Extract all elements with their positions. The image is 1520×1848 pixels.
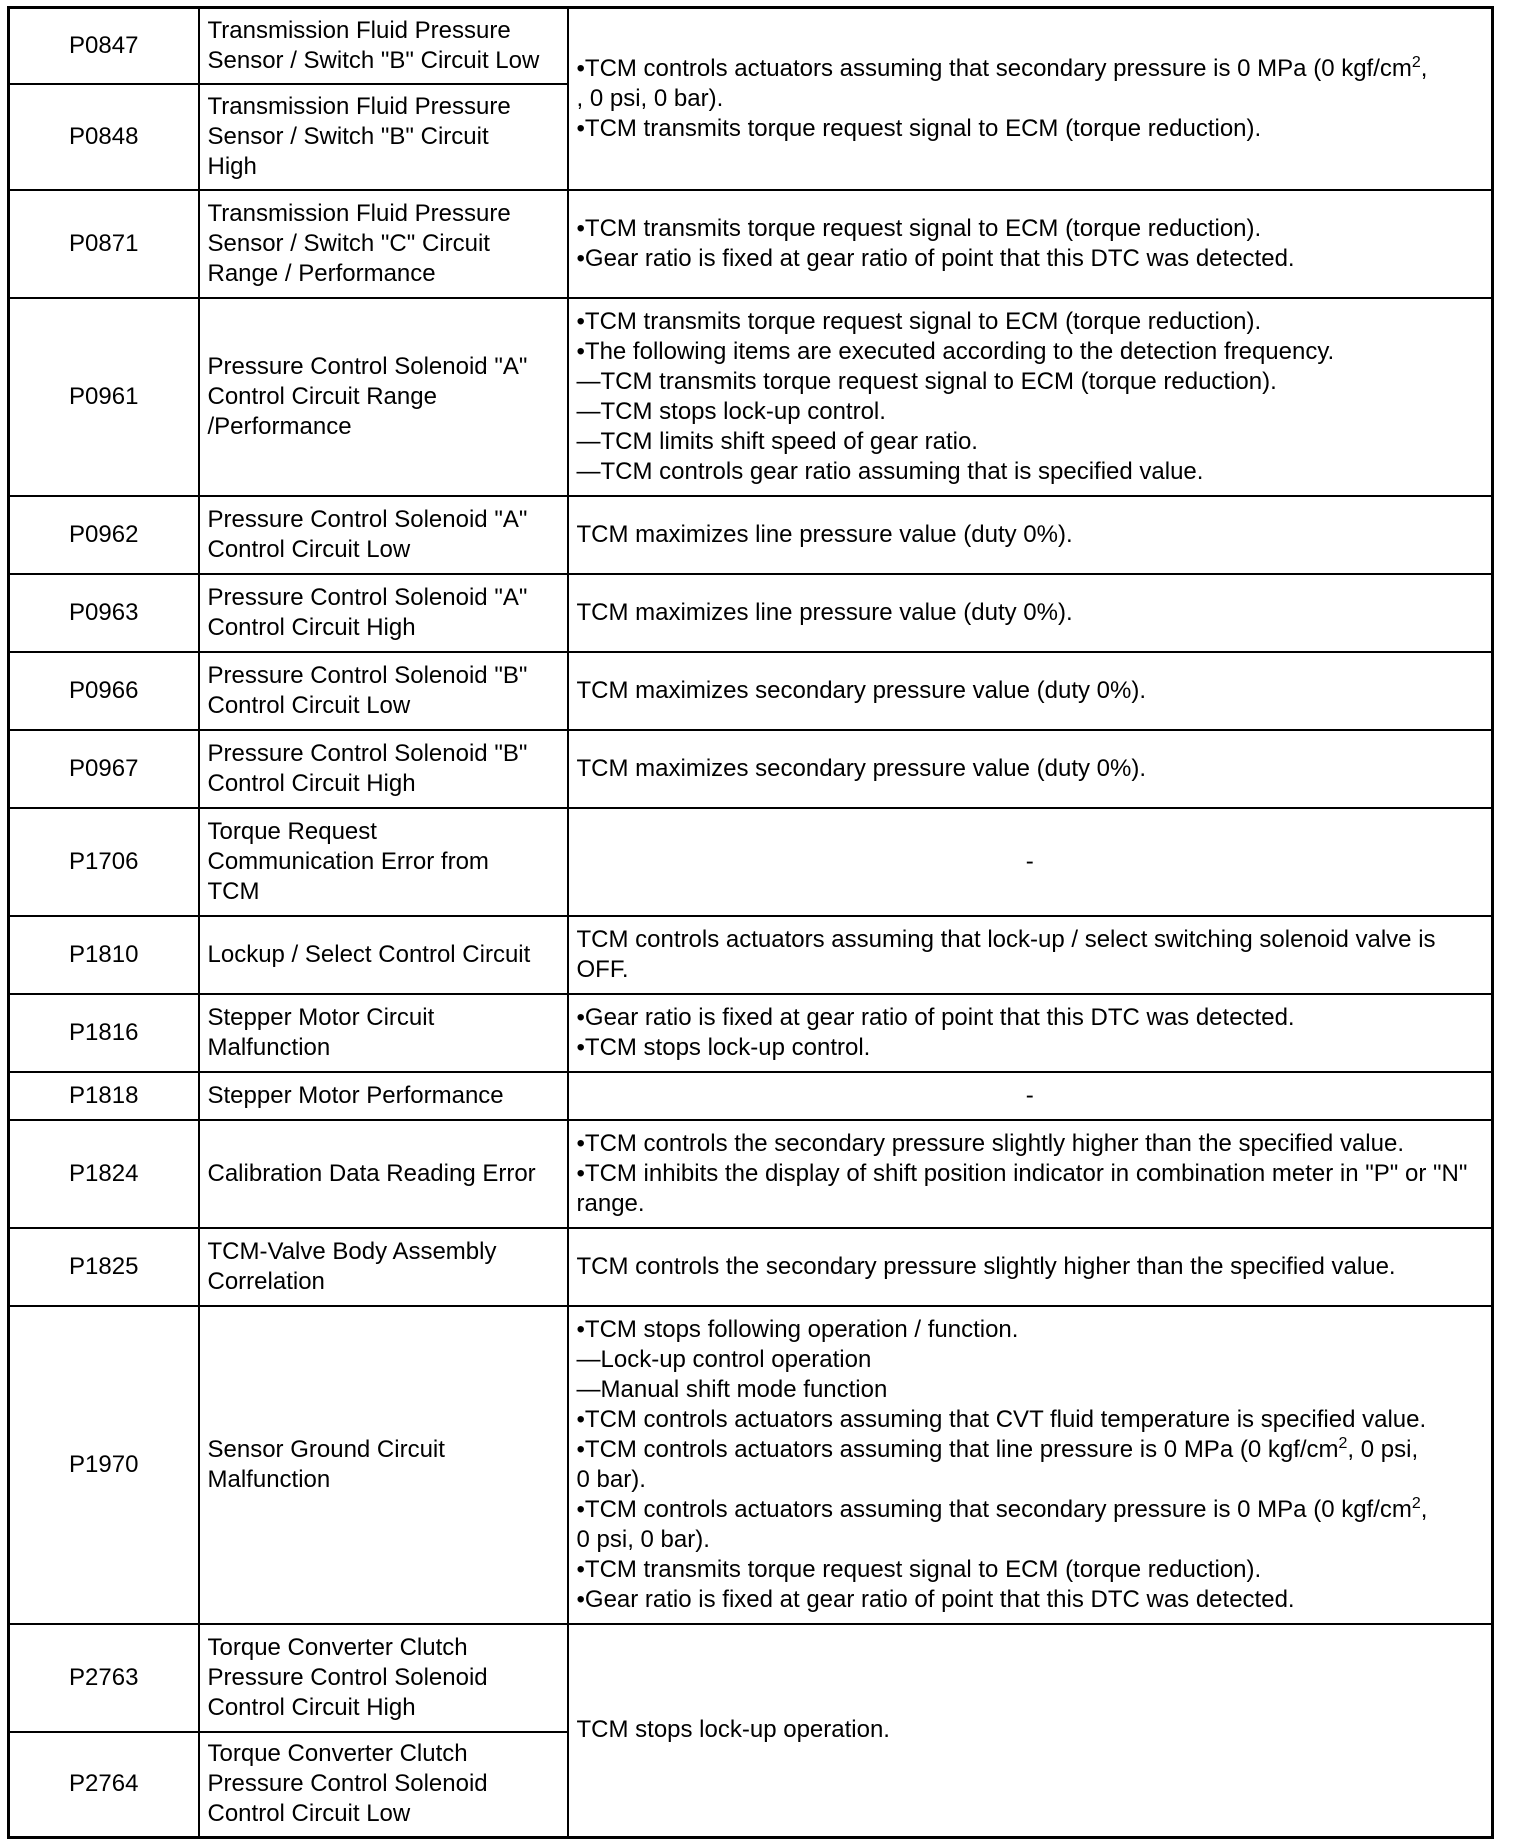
item-line: Torque Converter Clutch	[207, 1740, 468, 1768]
fail-safe-cell	[568, 8, 1493, 190]
fail-safe-cell	[568, 190, 1493, 298]
item-line: Pressure Control Solenoid "A"	[207, 505, 528, 533]
dtc-item	[199, 808, 568, 916]
dtc-item	[199, 496, 568, 574]
item-line: Range / Performance	[207, 259, 436, 287]
item-line: Sensor / Switch "B" Circuit	[207, 122, 489, 150]
table-row	[9, 808, 1493, 916]
fail-safe-cell: TCM controls actuators assuming that lock-up / select switching solenoid valve is OFF.	[568, 916, 1493, 994]
item-line: Pressure Control Solenoid "B"	[207, 661, 528, 689]
table-row	[9, 1306, 1493, 1624]
action-line: •TCM stops lock-up control.	[576, 1033, 871, 1061]
fail-safe-cell	[568, 1306, 1493, 1624]
dtc-code: P1970	[9, 1306, 199, 1624]
dtc-code: P0962	[9, 496, 199, 574]
action-line: •TCM transmits torque request signal to ECM (torque reduction).	[576, 1555, 1262, 1583]
dtc-code: P2764	[9, 1732, 199, 1838]
item-line: Pressure Control Solenoid "B"	[207, 739, 528, 767]
dtc-code: P0961	[9, 298, 199, 496]
item-line: Correlation	[207, 1267, 325, 1295]
dtc-code: P2763	[9, 1624, 199, 1732]
item-line: TCM-Valve Body Assembly	[207, 1237, 497, 1265]
item-line: Lockup / Select Control Circuit	[207, 940, 531, 968]
item-line: Pressure Control Solenoid	[207, 1770, 488, 1798]
fail-safe-cell	[568, 994, 1493, 1072]
fail-safe-cell: TCM stops lock-up operation.	[568, 1624, 1493, 1838]
table-row	[9, 652, 1493, 730]
dtc-code: P0848	[9, 84, 199, 190]
table-row	[9, 1120, 1493, 1228]
table-row	[9, 1228, 1493, 1306]
dtc-item	[199, 730, 568, 808]
action-line: , 0 psi, 0 bar).	[576, 84, 724, 112]
table-row	[9, 916, 1493, 994]
dtc-item	[199, 994, 568, 1072]
dtc-code: P0847	[9, 8, 199, 84]
item-line: Stepper Motor Performance	[207, 1081, 504, 1109]
fail-safe-cell: TCM maximizes secondary pressure value (duty 0%).	[568, 652, 1493, 730]
item-line: Torque Request	[207, 817, 377, 845]
fail-safe-cell	[568, 1120, 1493, 1228]
item-line: Control Circuit Low	[207, 535, 411, 563]
fail-safe-cell: -	[568, 808, 1493, 916]
item-line: Sensor / Switch "B" Circuit Low	[207, 46, 540, 74]
action-line: 0 psi, 0 bar).	[576, 1525, 710, 1553]
dtc-item	[199, 1306, 568, 1624]
item-line: Communication Error from	[207, 847, 489, 875]
action-line: —TCM stops lock-up control.	[576, 397, 886, 425]
fail-safe-cell	[568, 298, 1493, 496]
table-row	[9, 1072, 1493, 1120]
action-line: •TCM stops following operation / function.	[576, 1315, 1019, 1343]
dtc-code: P1706	[9, 808, 199, 916]
dtc-item	[199, 1228, 568, 1306]
action-line: •Gear ratio is fixed at gear ratio of point that this DTC was detected.	[576, 244, 1295, 272]
dtc-item	[199, 1732, 568, 1838]
table-row	[9, 8, 1493, 84]
dtc-code: P1824	[9, 1120, 199, 1228]
action-line: —Manual shift mode function	[576, 1375, 888, 1403]
dtc-item	[199, 1624, 568, 1732]
table-row	[9, 298, 1493, 496]
table-row	[9, 190, 1493, 298]
table-row	[9, 994, 1493, 1072]
item-line: Transmission Fluid Pressure	[207, 16, 511, 44]
dtc-item	[199, 574, 568, 652]
item-line: Sensor Ground Circuit	[207, 1435, 445, 1463]
action-line: 0 bar).	[576, 1465, 646, 1493]
action-line: •TCM controls actuators assuming that CVT fluid temperature is specified value.	[576, 1405, 1427, 1433]
action-line: —TCM limits shift speed of gear ratio.	[576, 427, 978, 455]
action-line: •TCM controls actuators assuming that secondary pressure is 0 MPa (0 kgf/$cm^2$,	[576, 53, 1428, 82]
item-line: Control Circuit High	[207, 1693, 416, 1721]
dtc-code: P1818	[9, 1072, 199, 1120]
action-line: •TCM controls actuators assuming that secondary pressure is 0 MPa (0 kgf/$cm^2$,	[576, 1494, 1428, 1523]
item-line: Malfunction	[207, 1033, 331, 1061]
dtc-item	[199, 1072, 568, 1120]
dtc-item	[199, 298, 568, 496]
dtc-code: P0963	[9, 574, 199, 652]
item-line: Transmission Fluid Pressure	[207, 92, 511, 120]
fail-safe-cell: -	[568, 1072, 1493, 1120]
dtc-code: P1810	[9, 916, 199, 994]
action-line: —TCM transmits torque request signal to ECM (torque reduction).	[576, 367, 1277, 395]
dtc-code: P0871	[9, 190, 199, 298]
item-line: Control Circuit High	[207, 769, 416, 797]
fail-safe-cell: TCM maximizes secondary pressure value (duty 0%).	[568, 730, 1493, 808]
dtc-item	[199, 916, 568, 994]
action-line: •TCM inhibits the display of shift position indicator in combination meter in "P" or "N" range.	[576, 1159, 1475, 1217]
action-line: •TCM transmits torque request signal to ECM (torque reduction).	[576, 307, 1262, 335]
table-row	[9, 730, 1493, 808]
item-line: High	[207, 152, 257, 180]
item-line: Pressure Control Solenoid	[207, 1663, 488, 1691]
table-row	[9, 574, 1493, 652]
fail-safe-cell: TCM maximizes line pressure value (duty 0%).	[568, 574, 1493, 652]
item-line: Transmission Fluid Pressure	[207, 199, 511, 227]
item-line: Calibration Data Reading Error	[207, 1159, 536, 1187]
action-line: —Lock-up control operation	[576, 1345, 872, 1373]
action-line: •Gear ratio is fixed at gear ratio of point that this DTC was detected.	[576, 1003, 1295, 1031]
dtc-code: P1825	[9, 1228, 199, 1306]
item-line: Pressure Control Solenoid "A"	[207, 583, 528, 611]
action-line: •The following items are executed according to the detection frequency.	[576, 337, 1335, 365]
item-line: Stepper Motor Circuit	[207, 1003, 435, 1031]
action-line: •TCM controls actuators assuming that line pressure is 0 MPa (0 kgf/$cm^2$, 0 psi,	[576, 1434, 1419, 1463]
fail-safe-cell: TCM maximizes line pressure value (duty 0%).	[568, 496, 1493, 574]
item-line: Sensor / Switch "C" Circuit	[207, 229, 490, 257]
dtc-code: P0967	[9, 730, 199, 808]
dtc-item	[199, 8, 568, 84]
item-line: /Performance	[207, 412, 352, 440]
dtc-code: P1816	[9, 994, 199, 1072]
item-line: Pressure Control Solenoid "A"	[207, 352, 528, 380]
dtc-item	[199, 652, 568, 730]
item-line: Control Circuit Low	[207, 1800, 411, 1828]
dtc-code: P0966	[9, 652, 199, 730]
item-line: Control Circuit High	[207, 613, 416, 641]
table-row	[9, 496, 1493, 574]
action-line: •TCM transmits torque request signal to ECM (torque reduction).	[576, 214, 1262, 242]
dtc-item	[199, 1120, 568, 1228]
item-line: Control Circuit Range	[207, 382, 437, 410]
dtc-item	[199, 84, 568, 190]
action-line: —TCM controls gear ratio assuming that is specified value.	[576, 457, 1204, 485]
item-line: Control Circuit Low	[207, 691, 411, 719]
dtc-item	[199, 190, 568, 298]
item-line: Torque Converter Clutch	[207, 1633, 468, 1661]
item-line: TCM	[207, 877, 260, 905]
item-line: Malfunction	[207, 1465, 331, 1493]
action-line: •TCM transmits torque request signal to ECM (torque reduction).	[576, 114, 1262, 142]
action-line: •Gear ratio is fixed at gear ratio of point that this DTC was detected.	[576, 1585, 1295, 1613]
action-line: •TCM controls the secondary pressure slightly higher than the specified value.	[576, 1129, 1404, 1157]
table-row	[9, 1624, 1493, 1732]
dtc-fail-safe-table	[7, 6, 1494, 1839]
fail-safe-cell: TCM controls the secondary pressure slightly higher than the specified value.	[568, 1228, 1493, 1306]
